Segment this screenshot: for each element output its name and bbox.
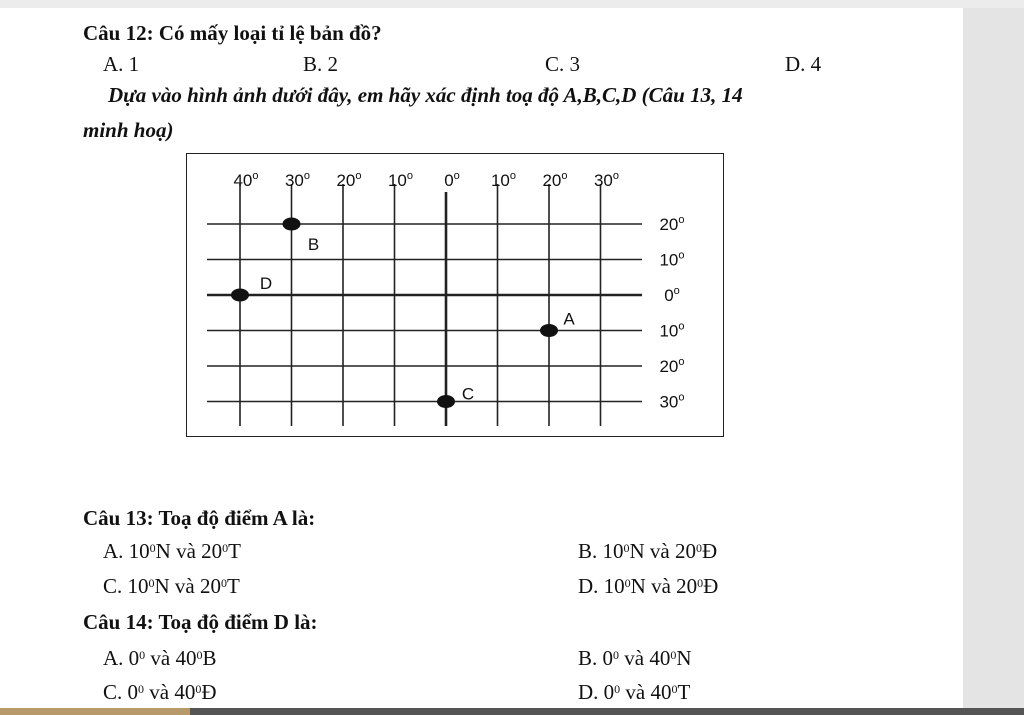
longitude-label: 20$^o$	[336, 170, 362, 190]
latitude-label: 10$^o$	[659, 320, 685, 341]
q12-option-b: B. 2	[303, 52, 339, 76]
latitude-label: 0$^o$	[664, 285, 680, 305]
question-13: Câu 13: Toạ độ điểm A là:	[83, 506, 316, 530]
q13-option-d: D. $10^0N$ và $20^0Đ$	[578, 574, 719, 598]
longitude-label: 10$^o$	[490, 170, 517, 190]
right-gutter	[963, 8, 1024, 708]
q12-option-d: D. 4	[785, 52, 822, 76]
longitude-label: 40$^o$	[233, 170, 259, 190]
question-12: Câu 12: Có mấy loại tỉ lệ bản đồ?	[83, 21, 382, 45]
longitude-label: 30$^o$	[593, 170, 620, 190]
point-c-label: C	[461, 384, 475, 404]
coordinate-grid-svg	[187, 154, 722, 435]
point-d-label: D	[259, 274, 273, 293]
status-bar-accent	[0, 708, 190, 715]
latitude-label: 20$^o$	[659, 214, 685, 234]
latitude-label: 20$^o$	[659, 356, 685, 376]
q13-option-c: C. $10^0N$ và $20^0T$	[103, 574, 240, 598]
question-14: Câu 14: Toạ độ điểm D là:	[83, 610, 318, 634]
q12-option-c: C. 3	[545, 52, 581, 76]
q13-option-b: B. $10^0N$ và $20^0Đ$	[578, 539, 718, 563]
coordinate-grid-figure	[186, 153, 724, 437]
q14-option-b: B. $0^0$ và $40^0N$	[578, 646, 692, 670]
q14-option-d: D. $0^0$ và $40^0T$	[578, 680, 691, 704]
point-b-marker	[283, 218, 301, 231]
longitude-label: 10$^o$	[387, 170, 414, 190]
q13-option-a: A. $10^0N$ và $20^0T$	[103, 539, 241, 563]
instruction-line-1: Dựa vào hình ảnh dưới đây, em hãy xác định toạ độ A,B,C,D (Câu 13, 14	[108, 83, 743, 107]
longitude-label: 30$^o$	[284, 170, 311, 190]
q14-option-a: A. $0^0$ và $40^0B$	[103, 646, 217, 670]
longitude-label: 0$^o$	[444, 170, 460, 190]
status-bar	[0, 708, 1024, 715]
point-c-marker	[437, 395, 455, 408]
point-b-label: B	[307, 235, 320, 254]
point-d-marker	[231, 289, 249, 302]
instruction-line-2: minh hoạ)	[83, 118, 174, 142]
point-a-marker	[540, 324, 558, 337]
q14-option-c: C. $0^0$ và $40^0Đ$	[103, 680, 217, 704]
longitude-label: 20$^o$	[542, 170, 568, 190]
q12-option-a: A. 1	[103, 52, 140, 76]
latitude-label: 30$^o$	[659, 391, 685, 412]
latitude-label: 10$^o$	[659, 249, 685, 270]
point-a-label: A	[563, 309, 575, 329]
